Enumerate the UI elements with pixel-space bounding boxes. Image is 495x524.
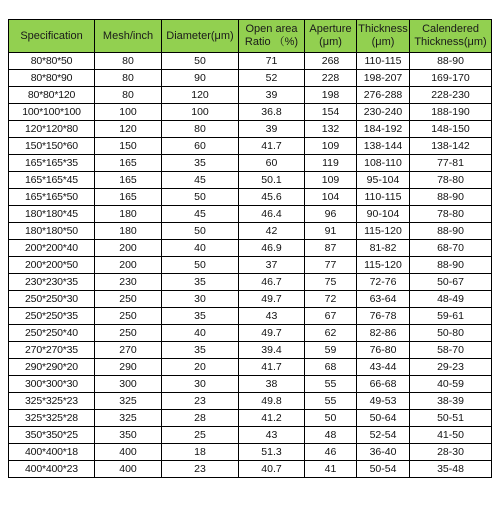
- cell-open-area-ratio: 39.4: [239, 342, 305, 359]
- cell-calendered-thickness: 188-190: [410, 104, 492, 121]
- cell-calendered-thickness: 50-67: [410, 274, 492, 291]
- cell-calendered-thickness: 138-142: [410, 138, 492, 155]
- cell-aperture: 77: [305, 257, 357, 274]
- cell-thickness: 276-288: [357, 87, 410, 104]
- cell-specification: 400*400*18: [9, 444, 95, 461]
- table-row: [9, 138, 492, 155]
- cell-diameter: 90: [162, 70, 239, 87]
- cell-open-area-ratio: 40.7: [239, 461, 305, 478]
- table-row: [9, 189, 492, 206]
- cell-mesh-per-inch: 250: [95, 291, 162, 308]
- header-label-line: Mesh/inch: [102, 29, 154, 42]
- table-row: [9, 291, 492, 308]
- cell-calendered-thickness: 77-81: [410, 155, 492, 172]
- cell-thickness: 66-68: [357, 376, 410, 393]
- table-row: [9, 257, 492, 274]
- table-row: [9, 410, 492, 427]
- cell-aperture: 67: [305, 308, 357, 325]
- cell-specification: 165*165*50: [9, 189, 95, 206]
- table-row: [9, 376, 492, 393]
- cell-calendered-thickness: 48-49: [410, 291, 492, 308]
- cell-thickness: 76-78: [357, 308, 410, 325]
- cell-specification: 400*400*23: [9, 461, 95, 478]
- cell-aperture: 50: [305, 410, 357, 427]
- cell-mesh-per-inch: 180: [95, 206, 162, 223]
- cell-specification: 290*290*20: [9, 359, 95, 376]
- cell-calendered-thickness: 35-48: [410, 461, 492, 478]
- cell-specification: 250*250*40: [9, 325, 95, 342]
- cell-diameter: 40: [162, 240, 239, 257]
- mesh-spec-table: [8, 19, 492, 478]
- cell-aperture: 154: [305, 104, 357, 121]
- cell-diameter: 120: [162, 87, 239, 104]
- cell-specification: 200*200*40: [9, 240, 95, 257]
- cell-aperture: 109: [305, 138, 357, 155]
- header-label-line: Aperture: [309, 23, 352, 35]
- cell-specification: 350*350*25: [9, 427, 95, 444]
- cell-mesh-per-inch: 165: [95, 155, 162, 172]
- cell-open-area-ratio: 41.7: [239, 138, 305, 155]
- cell-diameter: 23: [162, 393, 239, 410]
- table-row: [9, 308, 492, 325]
- cell-aperture: 68: [305, 359, 357, 376]
- cell-open-area-ratio: 60: [239, 155, 305, 172]
- cell-thickness: 49-53: [357, 393, 410, 410]
- cell-mesh-per-inch: 325: [95, 410, 162, 427]
- cell-mesh-per-inch: 165: [95, 172, 162, 189]
- cell-thickness: 76-80: [357, 342, 410, 359]
- cell-thickness: 115-120: [357, 223, 410, 240]
- cell-specification: 250*250*30: [9, 291, 95, 308]
- cell-calendered-thickness: 88-90: [410, 189, 492, 206]
- table-row: [9, 325, 492, 342]
- cell-open-area-ratio: 46.9: [239, 240, 305, 257]
- cell-mesh-per-inch: 200: [95, 257, 162, 274]
- cell-diameter: 28: [162, 410, 239, 427]
- cell-mesh-per-inch: 80: [95, 87, 162, 104]
- cell-specification: 270*270*35: [9, 342, 95, 359]
- cell-thickness: 50-64: [357, 410, 410, 427]
- cell-specification: 80*80*50: [9, 53, 95, 70]
- cell-diameter: 30: [162, 291, 239, 308]
- table-row: [9, 121, 492, 138]
- cell-open-area-ratio: 43: [239, 308, 305, 325]
- cell-open-area-ratio: 46.7: [239, 274, 305, 291]
- table-body: [9, 53, 492, 478]
- cell-mesh-per-inch: 150: [95, 138, 162, 155]
- cell-thickness: 110-115: [357, 189, 410, 206]
- cell-mesh-per-inch: 80: [95, 70, 162, 87]
- cell-thickness: 115-120: [357, 257, 410, 274]
- table-row: [9, 87, 492, 104]
- table-header-row: [9, 20, 492, 53]
- cell-calendered-thickness: 68-70: [410, 240, 492, 257]
- cell-aperture: 46: [305, 444, 357, 461]
- table-row: [9, 53, 492, 70]
- cell-thickness: 138-144: [357, 138, 410, 155]
- cell-calendered-thickness: 169-170: [410, 70, 492, 87]
- cell-aperture: 198: [305, 87, 357, 104]
- cell-thickness: 72-76: [357, 274, 410, 291]
- cell-aperture: 96: [305, 206, 357, 223]
- cell-diameter: 60: [162, 138, 239, 155]
- cell-open-area-ratio: 71: [239, 53, 305, 70]
- table-row: [9, 155, 492, 172]
- table-row: [9, 393, 492, 410]
- cell-diameter: 30: [162, 376, 239, 393]
- cell-calendered-thickness: 78-80: [410, 172, 492, 189]
- cell-specification: 180*180*45: [9, 206, 95, 223]
- table-row: [9, 427, 492, 444]
- cell-diameter: 35: [162, 342, 239, 359]
- cell-thickness: 95-104: [357, 172, 410, 189]
- cell-open-area-ratio: 49.7: [239, 325, 305, 342]
- cell-open-area-ratio: 46.4: [239, 206, 305, 223]
- table-row: [9, 274, 492, 291]
- cell-specification: 165*165*35: [9, 155, 95, 172]
- cell-thickness: 36-40: [357, 444, 410, 461]
- cell-diameter: 23: [162, 461, 239, 478]
- cell-specification: 80*80*90: [9, 70, 95, 87]
- header-thickness: [357, 20, 410, 53]
- header-label-line: Open area: [245, 23, 298, 35]
- cell-thickness: 110-115: [357, 53, 410, 70]
- cell-specification: 200*200*50: [9, 257, 95, 274]
- cell-diameter: 35: [162, 274, 239, 291]
- table-row: [9, 342, 492, 359]
- header-label-line: Thickness(μm): [414, 36, 487, 48]
- cell-open-area-ratio: 39: [239, 87, 305, 104]
- cell-aperture: 41: [305, 461, 357, 478]
- cell-calendered-thickness: 78-80: [410, 206, 492, 223]
- cell-open-area-ratio: 51.3: [239, 444, 305, 461]
- spec-table-container: [8, 19, 491, 478]
- cell-mesh-per-inch: 325: [95, 393, 162, 410]
- cell-mesh-per-inch: 290: [95, 359, 162, 376]
- header-label-line: Diameter(μm): [166, 29, 234, 42]
- cell-diameter: 50: [162, 189, 239, 206]
- header-calendered-thickness: [410, 20, 492, 53]
- cell-thickness: 50-54: [357, 461, 410, 478]
- cell-aperture: 104: [305, 189, 357, 206]
- table-row: [9, 104, 492, 121]
- cell-diameter: 45: [162, 206, 239, 223]
- header-mesh-per-inch: [95, 20, 162, 53]
- cell-open-area-ratio: 45.6: [239, 189, 305, 206]
- cell-calendered-thickness: 29-23: [410, 359, 492, 376]
- cell-diameter: 20: [162, 359, 239, 376]
- cell-aperture: 59: [305, 342, 357, 359]
- cell-aperture: 55: [305, 393, 357, 410]
- cell-open-area-ratio: 43: [239, 427, 305, 444]
- cell-calendered-thickness: 88-90: [410, 257, 492, 274]
- cell-thickness: 43-44: [357, 359, 410, 376]
- cell-aperture: 91: [305, 223, 357, 240]
- cell-mesh-per-inch: 230: [95, 274, 162, 291]
- cell-specification: 80*80*120: [9, 87, 95, 104]
- cell-calendered-thickness: 50-51: [410, 410, 492, 427]
- cell-aperture: 75: [305, 274, 357, 291]
- cell-specification: 120*120*80: [9, 121, 95, 138]
- cell-calendered-thickness: 58-70: [410, 342, 492, 359]
- cell-aperture: 268: [305, 53, 357, 70]
- cell-aperture: 62: [305, 325, 357, 342]
- cell-diameter: 45: [162, 172, 239, 189]
- cell-mesh-per-inch: 400: [95, 444, 162, 461]
- cell-thickness: 63-64: [357, 291, 410, 308]
- cell-specification: 230*230*35: [9, 274, 95, 291]
- cell-diameter: 100: [162, 104, 239, 121]
- cell-aperture: 72: [305, 291, 357, 308]
- cell-diameter: 35: [162, 308, 239, 325]
- cell-mesh-per-inch: 100: [95, 104, 162, 121]
- cell-diameter: 50: [162, 257, 239, 274]
- table-row: [9, 223, 492, 240]
- header-label-line: (μm): [319, 36, 342, 48]
- cell-mesh-per-inch: 250: [95, 325, 162, 342]
- cell-mesh-per-inch: 250: [95, 308, 162, 325]
- header-label-line: Calendered: [422, 23, 479, 35]
- table-row: [9, 444, 492, 461]
- cell-specification: 100*100*100: [9, 104, 95, 121]
- cell-calendered-thickness: 228-230: [410, 87, 492, 104]
- header-diameter: [162, 20, 239, 53]
- cell-open-area-ratio: 41.2: [239, 410, 305, 427]
- cell-mesh-per-inch: 400: [95, 461, 162, 478]
- cell-mesh-per-inch: 200: [95, 240, 162, 257]
- cell-aperture: 109: [305, 172, 357, 189]
- cell-thickness: 81-82: [357, 240, 410, 257]
- cell-open-area-ratio: 39: [239, 121, 305, 138]
- table-row: [9, 359, 492, 376]
- cell-diameter: 18: [162, 444, 239, 461]
- cell-thickness: 52-54: [357, 427, 410, 444]
- cell-aperture: 119: [305, 155, 357, 172]
- cell-specification: 165*165*45: [9, 172, 95, 189]
- cell-mesh-per-inch: 80: [95, 53, 162, 70]
- cell-thickness: 82-86: [357, 325, 410, 342]
- cell-aperture: 48: [305, 427, 357, 444]
- cell-aperture: 132: [305, 121, 357, 138]
- cell-calendered-thickness: 38-39: [410, 393, 492, 410]
- cell-calendered-thickness: 50-80: [410, 325, 492, 342]
- table-row: [9, 240, 492, 257]
- cell-open-area-ratio: 36.8: [239, 104, 305, 121]
- cell-thickness: 108-110: [357, 155, 410, 172]
- cell-mesh-per-inch: 120: [95, 121, 162, 138]
- cell-open-area-ratio: 38: [239, 376, 305, 393]
- cell-calendered-thickness: 40-59: [410, 376, 492, 393]
- cell-diameter: 40: [162, 325, 239, 342]
- cell-open-area-ratio: 49.7: [239, 291, 305, 308]
- cell-open-area-ratio: 41.7: [239, 359, 305, 376]
- cell-calendered-thickness: 28-30: [410, 444, 492, 461]
- cell-aperture: 87: [305, 240, 357, 257]
- cell-thickness: 90-104: [357, 206, 410, 223]
- cell-calendered-thickness: 41-50: [410, 427, 492, 444]
- header-label-line: Specification: [20, 29, 83, 42]
- cell-open-area-ratio: 50.1: [239, 172, 305, 189]
- header-specification: [9, 20, 95, 53]
- cell-specification: 325*325*28: [9, 410, 95, 427]
- header-label-line: Thickness: [358, 23, 408, 35]
- cell-calendered-thickness: 88-90: [410, 223, 492, 240]
- header-label-line: Ratio （%): [244, 36, 299, 48]
- header-aperture: [305, 20, 357, 53]
- cell-thickness: 198-207: [357, 70, 410, 87]
- table-row: [9, 70, 492, 87]
- cell-thickness: 230-240: [357, 104, 410, 121]
- cell-diameter: 50: [162, 53, 239, 70]
- cell-open-area-ratio: 52: [239, 70, 305, 87]
- cell-mesh-per-inch: 180: [95, 223, 162, 240]
- header-open-area-ratio: [239, 20, 305, 53]
- cell-specification: 250*250*35: [9, 308, 95, 325]
- cell-diameter: 80: [162, 121, 239, 138]
- cell-calendered-thickness: 148-150: [410, 121, 492, 138]
- cell-specification: 180*180*50: [9, 223, 95, 240]
- table-row: [9, 172, 492, 189]
- table-row: [9, 461, 492, 478]
- cell-diameter: 50: [162, 223, 239, 240]
- cell-open-area-ratio: 42: [239, 223, 305, 240]
- cell-diameter: 35: [162, 155, 239, 172]
- header-label-line: (μm): [371, 36, 395, 48]
- cell-open-area-ratio: 37: [239, 257, 305, 274]
- table-row: [9, 206, 492, 223]
- cell-calendered-thickness: 88-90: [410, 53, 492, 70]
- cell-specification: 300*300*30: [9, 376, 95, 393]
- cell-mesh-per-inch: 300: [95, 376, 162, 393]
- cell-open-area-ratio: 49.8: [239, 393, 305, 410]
- cell-calendered-thickness: 59-61: [410, 308, 492, 325]
- cell-thickness: 184-192: [357, 121, 410, 138]
- cell-mesh-per-inch: 350: [95, 427, 162, 444]
- cell-mesh-per-inch: 270: [95, 342, 162, 359]
- cell-aperture: 228: [305, 70, 357, 87]
- cell-aperture: 55: [305, 376, 357, 393]
- cell-specification: 150*150*60: [9, 138, 95, 155]
- cell-mesh-per-inch: 165: [95, 189, 162, 206]
- cell-diameter: 25: [162, 427, 239, 444]
- cell-specification: 325*325*23: [9, 393, 95, 410]
